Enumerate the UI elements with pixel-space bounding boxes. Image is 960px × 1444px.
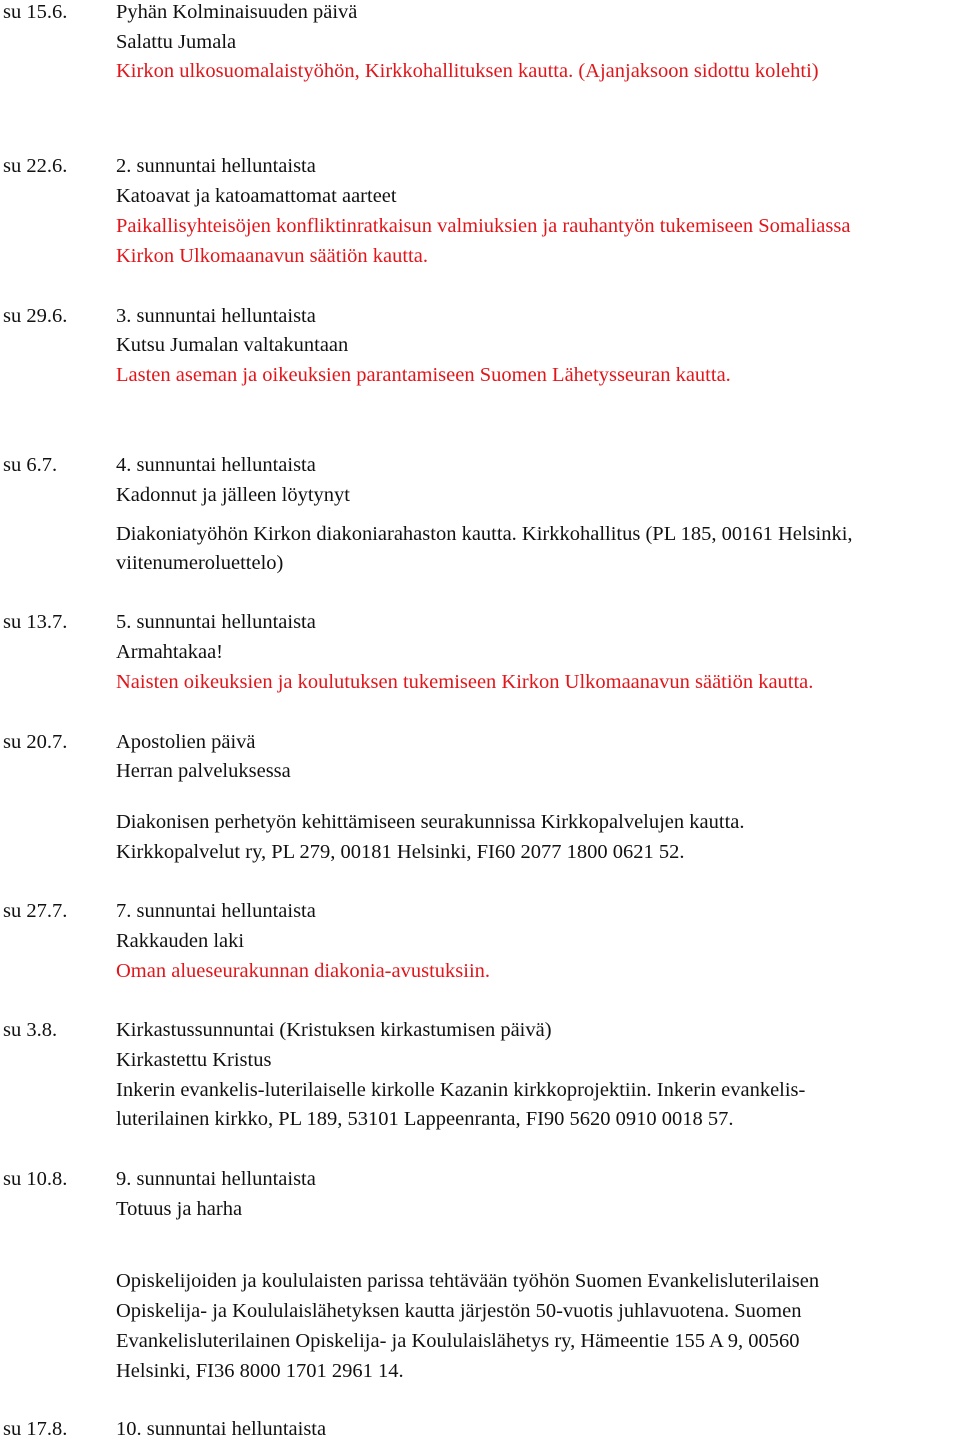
entry-date: su 6.7.	[3, 454, 58, 476]
entry-date: su 20.7.	[3, 731, 68, 753]
entry-day: Pyhän Kolminaisuuden päivä	[116, 1, 358, 23]
entry-date: su 10.8.	[3, 1168, 68, 1190]
entry-collection: Evankelisluterilainen Opiskelija- ja Koululaislähetys ry, Hämeentie 155 A 9, 00560	[116, 1330, 800, 1352]
entry-collection: Helsinki, FI36 8000 1701 2961 14.	[116, 1360, 404, 1382]
entry-date: su 13.7.	[3, 611, 68, 633]
entry-theme: Kirkastettu Kristus	[116, 1049, 272, 1071]
entry-day: 10. sunnuntai helluntaista	[116, 1418, 327, 1440]
entry-day: 2. sunnuntai helluntaista	[116, 155, 316, 177]
entry-collection: Diakoniatyöhön Kirkon diakoniarahaston kautta. Kirkkohallitus (PL 185, 00161 Helsinki,	[116, 523, 853, 545]
entry-theme: Kutsu Jumalan valtakuntaan	[116, 334, 349, 356]
entry-collection: luterilainen kirkko, PL 189, 53101 Lappeenranta, FI90 5620 0910 0018 57.	[116, 1108, 734, 1130]
entry-collection: viitenumeroluettelo)	[116, 552, 284, 574]
entry-date: su 27.7.	[3, 900, 68, 922]
entry-collection: Kirkkopalvelut ry, PL 279, 00181 Helsinki, FI60 2077 1800 0621 52.	[116, 841, 685, 863]
entry-day: Kirkastussunnuntai (Kristuksen kirkastumisen päivä)	[116, 1019, 552, 1041]
entry-collection: Paikallisyhteisöjen konfliktinratkaisun valmiuksien ja rauhantyön tukemiseen Somaliassa	[116, 215, 851, 237]
entry-day: Apostolien päivä	[116, 731, 256, 753]
entry-theme: Armahtakaa!	[116, 641, 223, 663]
entry-day: 5. sunnuntai helluntaista	[116, 611, 316, 633]
entry-date: su 22.6.	[3, 155, 68, 177]
entry-day: 9. sunnuntai helluntaista	[116, 1168, 316, 1190]
entry-theme: Totuus ja harha	[116, 1198, 243, 1220]
entry-day: 4. sunnuntai helluntaista	[116, 454, 316, 476]
entry-theme: Salattu Jumala	[116, 31, 237, 53]
entry-collection: Diakonisen perhetyön kehittämiseen seurakunnissa Kirkkopalvelujen kautta.	[116, 811, 745, 833]
entry-date: su 3.8.	[3, 1019, 58, 1041]
entry-collection: Naisten oikeuksien ja koulutuksen tukemiseen Kirkon Ulkomaanavun säätiön kautta.	[116, 671, 814, 693]
entry-collection: Lasten aseman ja oikeuksien parantamiseen Suomen Lähetysseuran kautta.	[116, 364, 731, 386]
entry-collection: Oman alueseurakunnan diakonia-avustuksiin.	[116, 960, 491, 982]
entry-theme: Rakkauden laki	[116, 930, 245, 952]
entry-day: 7. sunnuntai helluntaista	[116, 900, 316, 922]
entry-date: su 29.6.	[3, 305, 68, 327]
entry-theme: Kadonnut ja jälleen löytynyt	[116, 484, 350, 506]
entry-date: su 17.8.	[3, 1418, 68, 1440]
entry-collection: Kirkon Ulkomaanavun säätiön kautta.	[116, 245, 428, 267]
entry-collection: Kirkon ulkosuomalaistyöhön, Kirkkohallituksen kautta. (Ajanjaksoon sidottu kolehti)	[116, 60, 819, 82]
entry-theme: Herran palveluksessa	[116, 760, 291, 782]
entry-collection: Opiskelija- ja Koululaislähetyksen kautta järjestön 50-vuotis juhlavuotena. Suomen	[116, 1300, 802, 1322]
entry-date: su 15.6.	[3, 1, 68, 23]
entry-theme: Katoavat ja katoamattomat aarteet	[116, 185, 397, 207]
entry-collection: Inkerin evankelis-luterilaiselle kirkolle Kazanin kirkkoprojektiin. Inkerin evankelis-	[116, 1079, 806, 1101]
entry-collection: Opiskelijoiden ja koululaisten parissa tehtävään työhön Suomen Evankelisluterilaisen	[116, 1270, 820, 1292]
entry-day: 3. sunnuntai helluntaista	[116, 305, 316, 327]
